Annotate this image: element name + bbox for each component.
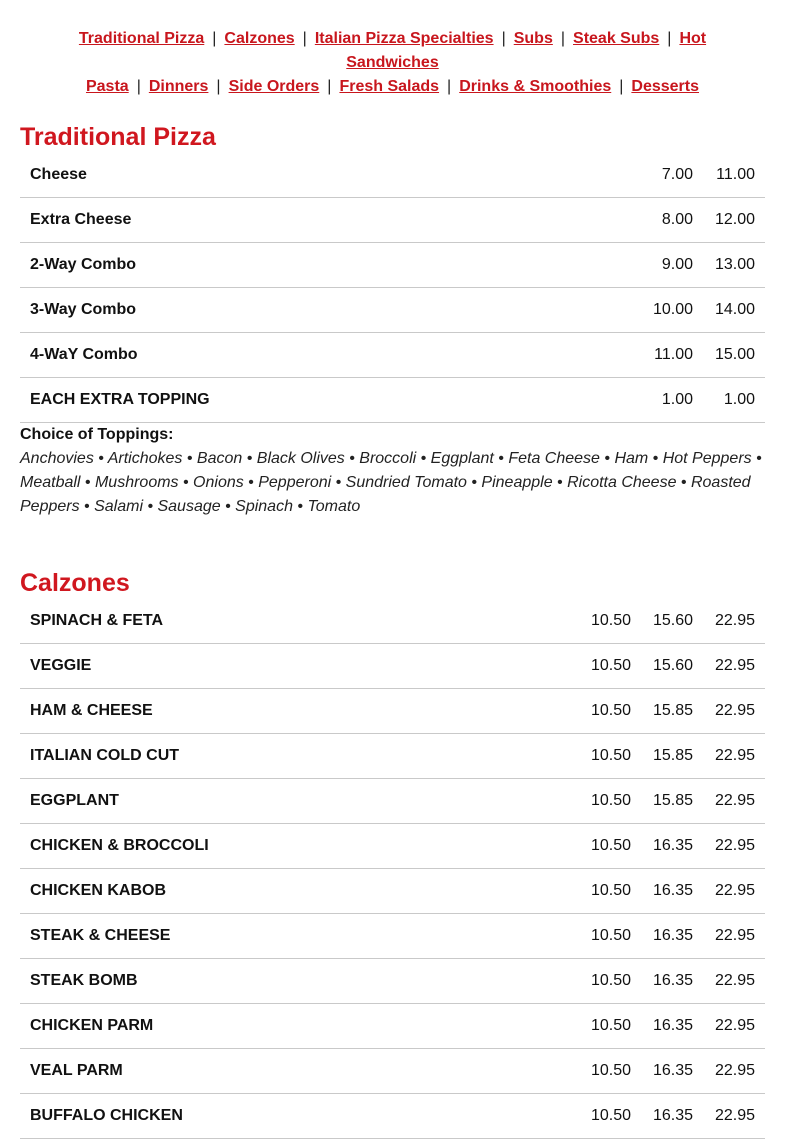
nav-link-fresh-salads[interactable]: Fresh Salads [339, 78, 440, 95]
menu-item-row [20, 153, 765, 198]
menu-item-name: VEAL PARM [30, 1062, 123, 1079]
nav-separator: | [667, 30, 672, 47]
nav-separator: | [216, 78, 221, 95]
menu-item-row [20, 914, 765, 959]
menu-item-price: 16.35 [652, 972, 693, 989]
menu-item-price: 16.35 [652, 882, 693, 899]
menu-item-price: 16.35 [652, 927, 693, 944]
nav-separator: | [501, 30, 506, 47]
menu-item-price: 22.95 [714, 792, 755, 809]
menu-item-price: 7.00 [661, 166, 693, 183]
menu-item-price: 22.95 [714, 747, 755, 764]
menu-item-price: 10.50 [590, 882, 631, 899]
nav-link-side-orders[interactable]: Side Orders [228, 78, 320, 95]
menu-item-price: 15.60 [652, 657, 693, 674]
menu-item-row [20, 243, 765, 288]
menu-item-price: 22.95 [714, 1062, 755, 1079]
menu-item-price: 13.00 [714, 256, 755, 273]
menu-item-price: 22.95 [714, 927, 755, 944]
menu-item-name: STEAK & CHEESE [30, 927, 171, 944]
nav-link-hot-sandwiches[interactable]: Hot Sandwiches [346, 30, 707, 71]
menu-item-price: 1.00 [661, 391, 693, 408]
menu-item-price: 10.50 [590, 612, 631, 629]
menu-item-name: Cheese [30, 166, 87, 183]
menu-item-name: ITALIAN COLD CUT [30, 747, 180, 764]
menu-item-row [20, 959, 765, 1004]
menu-item-row [20, 824, 765, 869]
menu-item-row [20, 869, 765, 914]
menu-item-name: HAM & CHEESE [30, 702, 153, 719]
menu-item-row [20, 333, 765, 378]
menu-item-price: 11.00 [654, 346, 693, 363]
menu-item-name: CHICKEN KABOB [30, 882, 166, 899]
toppings-list: Anchovies • Artichokes • Bacon • Black Olives • Broccoli • Eggplant • Feta Cheese • Ham • Hot Peppers • Meatball • Mushrooms • Onions • Pepperoni • Sundried Tomato • Pineapple • Ricotta Cheese • Roasted Peppers • Salami • Sausage • Spinach • Tomato [20, 450, 762, 515]
menu-item-price: 10.00 [652, 301, 693, 318]
nav-separator: | [619, 78, 624, 95]
menu-item-price: 10.50 [590, 927, 631, 944]
nav-separator: | [302, 30, 307, 47]
calzones-price-list [20, 599, 765, 1139]
nav-separator: | [136, 78, 141, 95]
menu-item-price: 22.95 [714, 837, 755, 854]
menu-item-row [20, 1004, 765, 1049]
menu-item-price: 14.00 [714, 301, 755, 318]
menu-item-row [20, 378, 765, 423]
nav-link-desserts[interactable]: Desserts [631, 78, 699, 95]
nav-link-drinks-and-smoothies[interactable]: Drinks & Smoothies [459, 78, 612, 95]
menu-item-row [20, 198, 765, 243]
menu-item-row [20, 288, 765, 333]
menu-item-name: 4-WaY Combo [30, 346, 138, 363]
menu-item-price: 8.00 [661, 211, 693, 228]
menu-item-row [20, 644, 765, 689]
menu-item-price: 15.00 [714, 346, 755, 363]
menu-item-price: 10.50 [590, 747, 631, 764]
menu-item-name: EACH EXTRA TOPPING [30, 391, 210, 408]
menu-item-price: 9.00 [661, 256, 693, 273]
menu-item-name: SPINACH & FETA [30, 612, 164, 629]
menu-item-row [20, 599, 765, 644]
nav-separator: | [212, 30, 217, 47]
menu-item-name: Extra Cheese [30, 211, 132, 228]
section-title-traditional-pizza: Traditional Pizza [20, 123, 216, 151]
menu-item-price: 10.50 [590, 1017, 631, 1034]
menu-content [0, 121, 785, 1139]
nav-link-italian-pizza-specialties[interactable]: Italian Pizza Specialties [314, 30, 494, 47]
category-nav [0, 0, 785, 99]
menu-item-price: 11.00 [716, 166, 755, 183]
menu-item-price: 10.50 [590, 1062, 631, 1079]
menu-item-price: 22.95 [714, 1107, 755, 1124]
menu-item-name: 3-Way Combo [30, 301, 137, 318]
menu-item-price: 15.85 [652, 747, 693, 764]
toppings-info [20, 423, 765, 519]
menu-item-price: 15.85 [652, 792, 693, 809]
menu-item-row [20, 689, 765, 734]
menu-item-name: CHICKEN & BROCCOLI [30, 837, 209, 854]
menu-item-price: 10.50 [590, 702, 631, 719]
menu-item-name: STEAK BOMB [30, 972, 138, 989]
pizza-price-list [20, 153, 765, 423]
menu-item-name: EGGPLANT [30, 792, 119, 809]
toppings-label: Choice of Toppings: [20, 426, 174, 443]
menu-item-price: 10.50 [590, 1107, 631, 1124]
menu-item-price: 15.85 [652, 702, 693, 719]
menu-item-row [20, 734, 765, 779]
nav-separator: | [327, 78, 332, 95]
menu-item-price: 12.00 [714, 211, 755, 228]
menu-item-price: 1.00 [723, 391, 755, 408]
nav-separator: | [560, 30, 566, 47]
nav-line-1 [40, 27, 745, 75]
menu-item-name: 2-Way Combo [30, 256, 137, 273]
menu-item-price: 22.95 [714, 612, 755, 629]
nav-link-traditional-pizza[interactable]: Traditional Pizza [78, 30, 205, 47]
menu-item-name: BUFFALO CHICKEN [30, 1107, 183, 1124]
menu-item-row [20, 1049, 765, 1094]
menu-item-price: 22.95 [714, 657, 755, 674]
menu-item-price: 22.95 [714, 702, 755, 719]
menu-item-price: 16.35 [652, 837, 693, 854]
nav-link-subs[interactable]: Subs [513, 30, 553, 47]
menu-item-price: 22.95 [714, 972, 755, 989]
menu-item-price: 22.95 [714, 882, 755, 899]
nav-link-steak-subs[interactable]: Steak Subs [573, 30, 660, 47]
menu-item-row [20, 779, 765, 824]
menu-item-price: 10.50 [590, 972, 631, 989]
nav-line-2 [40, 75, 745, 99]
menu-item-price: 10.50 [590, 792, 631, 809]
menu-item-price: 16.35 [652, 1062, 693, 1079]
menu-item-row [20, 1094, 765, 1139]
menu-item-name: VEGGIE [30, 657, 92, 674]
menu-item-price: 22.95 [714, 1017, 755, 1034]
nav-link-dinners[interactable]: Dinners [148, 78, 209, 95]
nav-separator: | [447, 78, 452, 95]
nav-link-calzones[interactable]: Calzones [224, 30, 295, 47]
menu-item-price: 10.50 [590, 657, 631, 674]
menu-item-price: 16.35 [652, 1017, 693, 1034]
menu-item-price: 15.60 [652, 612, 693, 629]
menu-item-price: 16.35 [652, 1107, 693, 1124]
menu-item-name: CHICKEN PARM [30, 1017, 154, 1034]
section-title-calzones: Calzones [20, 569, 130, 597]
menu-item-price: 10.50 [590, 837, 631, 854]
nav-link-pasta[interactable]: Pasta [85, 78, 129, 95]
